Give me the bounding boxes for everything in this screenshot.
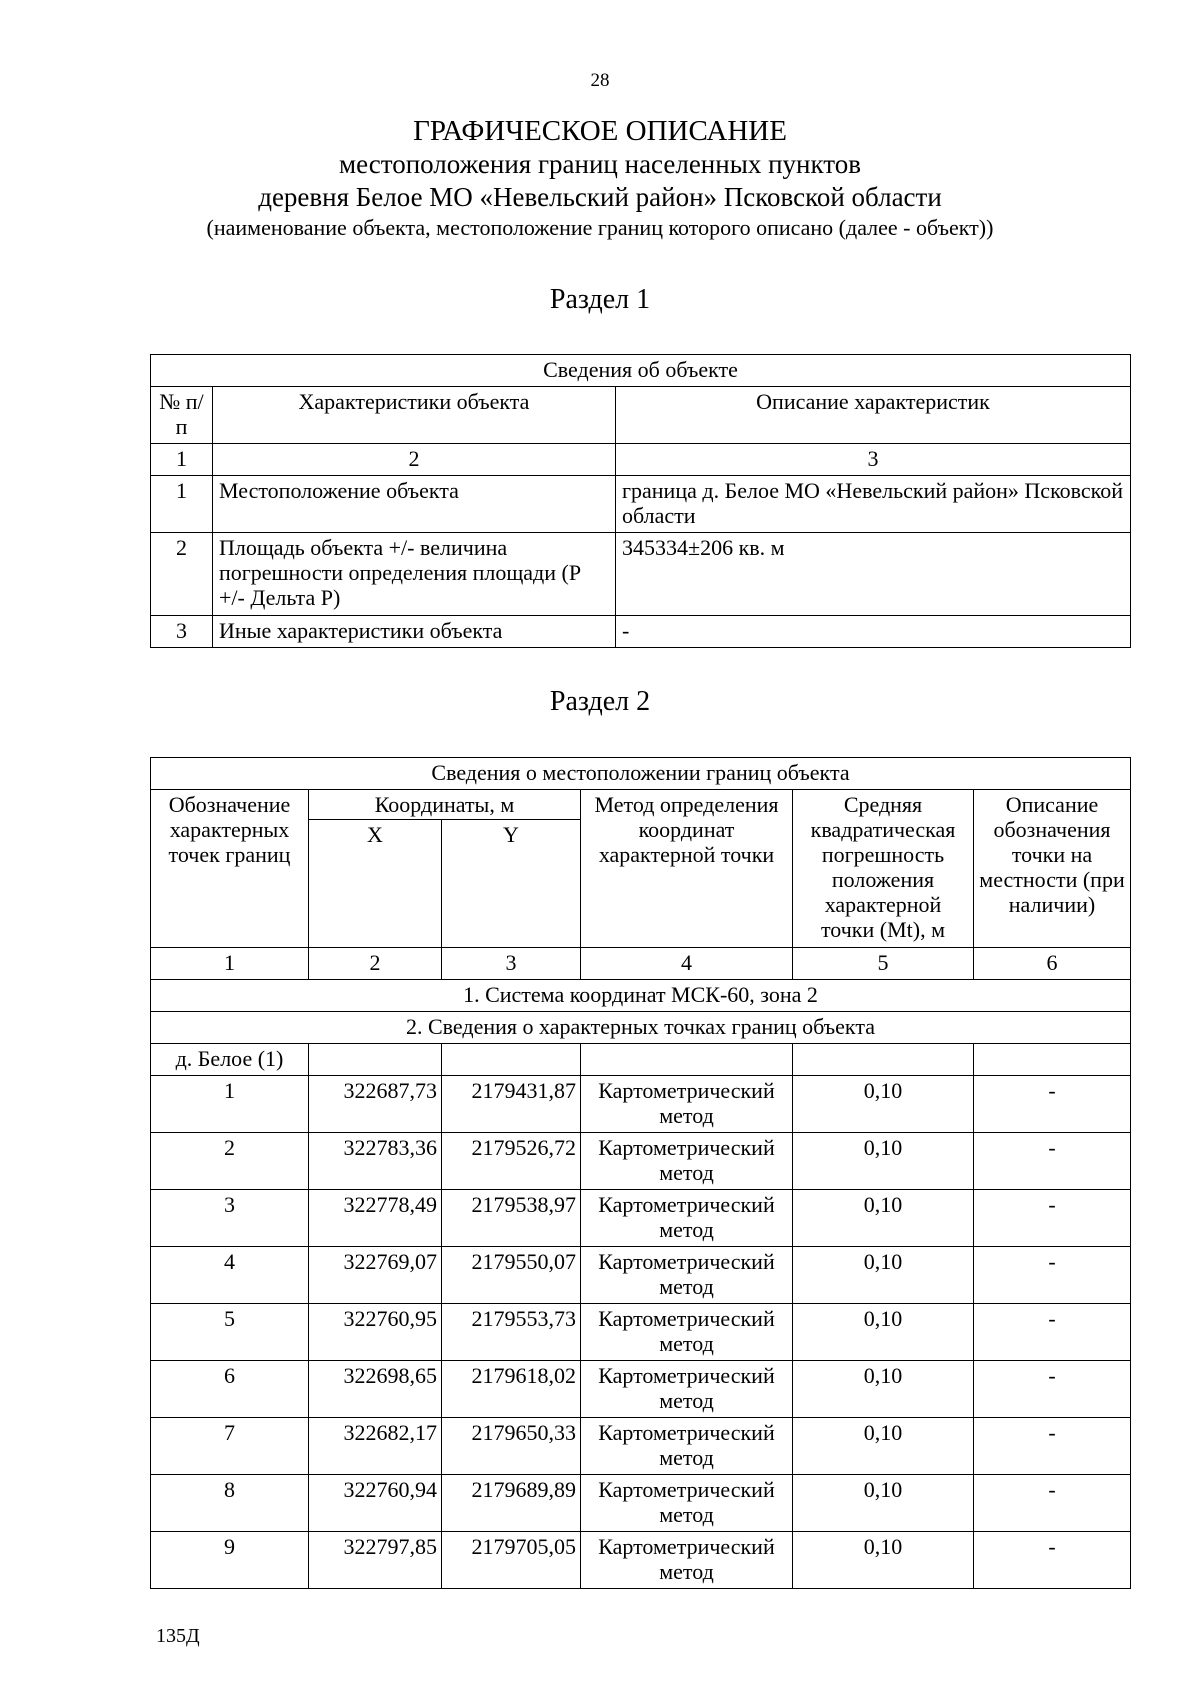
page-number: 28 [590, 70, 610, 91]
method: Картометрический метод [581, 1361, 793, 1418]
col-number: 5 [793, 948, 974, 980]
point-label: 5 [151, 1304, 309, 1361]
col-number: 2 [213, 444, 616, 476]
y-coordinate: 2179705,05 [442, 1532, 581, 1589]
row-characteristic: Иные характеристики объекта [213, 616, 616, 648]
row-num: 3 [151, 616, 213, 648]
table-row [151, 1304, 1131, 1361]
table-row [151, 616, 1131, 648]
col-number: 3 [442, 948, 581, 980]
error-value: 0,10 [793, 1532, 974, 1589]
table-row [151, 1133, 1131, 1190]
header-description: Описание характеристик [616, 387, 1131, 444]
col-number: 3 [616, 444, 1131, 476]
method: Картометрический метод [581, 1133, 793, 1190]
x-coordinate: 322698,65 [309, 1361, 442, 1418]
table-row [151, 533, 1131, 616]
section-1-heading: Раздел 1 [549, 284, 651, 315]
point-description: - [974, 1133, 1131, 1190]
method: Картометрический метод [581, 1076, 793, 1133]
object-info-table [150, 354, 1131, 648]
col-number: 4 [581, 948, 793, 980]
table-row [151, 476, 1131, 533]
error-value: 0,10 [793, 1475, 974, 1532]
col-number: 2 [309, 948, 442, 980]
header-coords: Координаты, м [309, 790, 581, 820]
method: Картометрический метод [581, 1475, 793, 1532]
document-title [0, 114, 1200, 242]
x-coordinate: 322760,94 [309, 1475, 442, 1532]
point-description: - [974, 1361, 1131, 1418]
y-coordinate: 2179431,87 [442, 1076, 581, 1133]
title-main: ГРАФИЧЕСКОЕ ОПИСАНИЕ [413, 115, 787, 147]
row-characteristic: Площадь объекта +/- величина погрешности определения площади (Р +/- Дельта Р) [213, 533, 616, 616]
x-coordinate: 322797,85 [309, 1532, 442, 1589]
row-description: 345334±206 кв. м [616, 533, 1131, 616]
point-description: - [974, 1247, 1131, 1304]
point-description: - [974, 1532, 1131, 1589]
point-label: 6 [151, 1361, 309, 1418]
y-coordinate: 2179618,02 [442, 1361, 581, 1418]
error-value: 0,10 [793, 1304, 974, 1361]
x-coordinate: 322760,95 [309, 1304, 442, 1361]
header-num: № п/п [151, 387, 213, 444]
row-characteristic: Местоположение объекта [213, 476, 616, 533]
error-value: 0,10 [793, 1133, 974, 1190]
method: Картометрический метод [581, 1247, 793, 1304]
header-method: Метод определения координат характерной точки [581, 790, 793, 948]
title-line-3: деревня Белое МО «Невельский район» Псковской области [258, 182, 942, 212]
error-value: 0,10 [793, 1076, 974, 1133]
row-num: 2 [151, 533, 213, 616]
x-coordinate: 322783,36 [309, 1133, 442, 1190]
footer-code: 135Д [156, 1625, 200, 1647]
table-row [151, 1076, 1131, 1133]
y-coordinate: 2179550,07 [442, 1247, 581, 1304]
row-description: граница д. Белое МО «Невельский район» Псковской области [616, 476, 1131, 533]
method: Картометрический метод [581, 1304, 793, 1361]
point-label: 1 [151, 1076, 309, 1133]
header-characteristic: Характеристики объекта [213, 387, 616, 444]
table-row [151, 1418, 1131, 1475]
method: Картометрический метод [581, 1418, 793, 1475]
method: Картометрический метод [581, 1532, 793, 1589]
group-label: д. Белое (1) [151, 1044, 309, 1076]
point-label: 2 [151, 1133, 309, 1190]
table-row [151, 1361, 1131, 1418]
header-x: X [309, 820, 442, 948]
table-title: Сведения о местоположении границ объекта [151, 758, 1131, 790]
table-row [151, 1190, 1131, 1247]
section-2-heading: Раздел 2 [549, 686, 651, 717]
row-num: 1 [151, 476, 213, 533]
point-description: - [974, 1076, 1131, 1133]
error-value: 0,10 [793, 1247, 974, 1304]
error-value: 0,10 [793, 1361, 974, 1418]
y-coordinate: 2179553,73 [442, 1304, 581, 1361]
x-coordinate: 322769,07 [309, 1247, 442, 1304]
point-label: 9 [151, 1532, 309, 1589]
header-error: Средняя квадратическая погрешность положения характерной точки (Mt), м [793, 790, 974, 948]
point-description: - [974, 1190, 1131, 1247]
point-label: 3 [151, 1190, 309, 1247]
col-number: 1 [151, 444, 213, 476]
point-description: - [974, 1475, 1131, 1532]
points-section-title: 2. Сведения о характерных точках границ объекта [151, 1012, 1131, 1044]
error-value: 0,10 [793, 1190, 974, 1247]
points-body [151, 1076, 1131, 1589]
error-value: 0,10 [793, 1418, 974, 1475]
header-point: Обозначение характерных точек границ [151, 790, 309, 948]
y-coordinate: 2179538,97 [442, 1190, 581, 1247]
col-number: 6 [974, 948, 1131, 980]
x-coordinate: 322682,17 [309, 1418, 442, 1475]
method: Картометрический метод [581, 1190, 793, 1247]
point-label: 7 [151, 1418, 309, 1475]
boundary-points-table [150, 757, 1131, 1589]
row-description: - [616, 616, 1131, 648]
coordinate-system: 1. Система координат МСК-60, зона 2 [151, 980, 1131, 1012]
header-desc: Описание обозначения точки на местности (при наличии) [974, 790, 1131, 948]
table-row [151, 1247, 1131, 1304]
point-description: - [974, 1418, 1131, 1475]
table-row [151, 1475, 1131, 1532]
col-number: 1 [151, 948, 309, 980]
x-coordinate: 322778,49 [309, 1190, 442, 1247]
title-caption: (наименование объекта, местоположение границ которого описано (далее - объект)) [206, 215, 994, 240]
y-coordinate: 2179526,72 [442, 1133, 581, 1190]
point-label: 8 [151, 1475, 309, 1532]
y-coordinate: 2179650,33 [442, 1418, 581, 1475]
point-label: 4 [151, 1247, 309, 1304]
table-row [151, 1532, 1131, 1589]
point-description: - [974, 1304, 1131, 1361]
header-y: Y [442, 820, 581, 948]
x-coordinate: 322687,73 [309, 1076, 442, 1133]
y-coordinate: 2179689,89 [442, 1475, 581, 1532]
table-title: Сведения об объекте [151, 355, 1131, 387]
title-line-2: местоположения границ населенных пунктов [339, 149, 861, 179]
